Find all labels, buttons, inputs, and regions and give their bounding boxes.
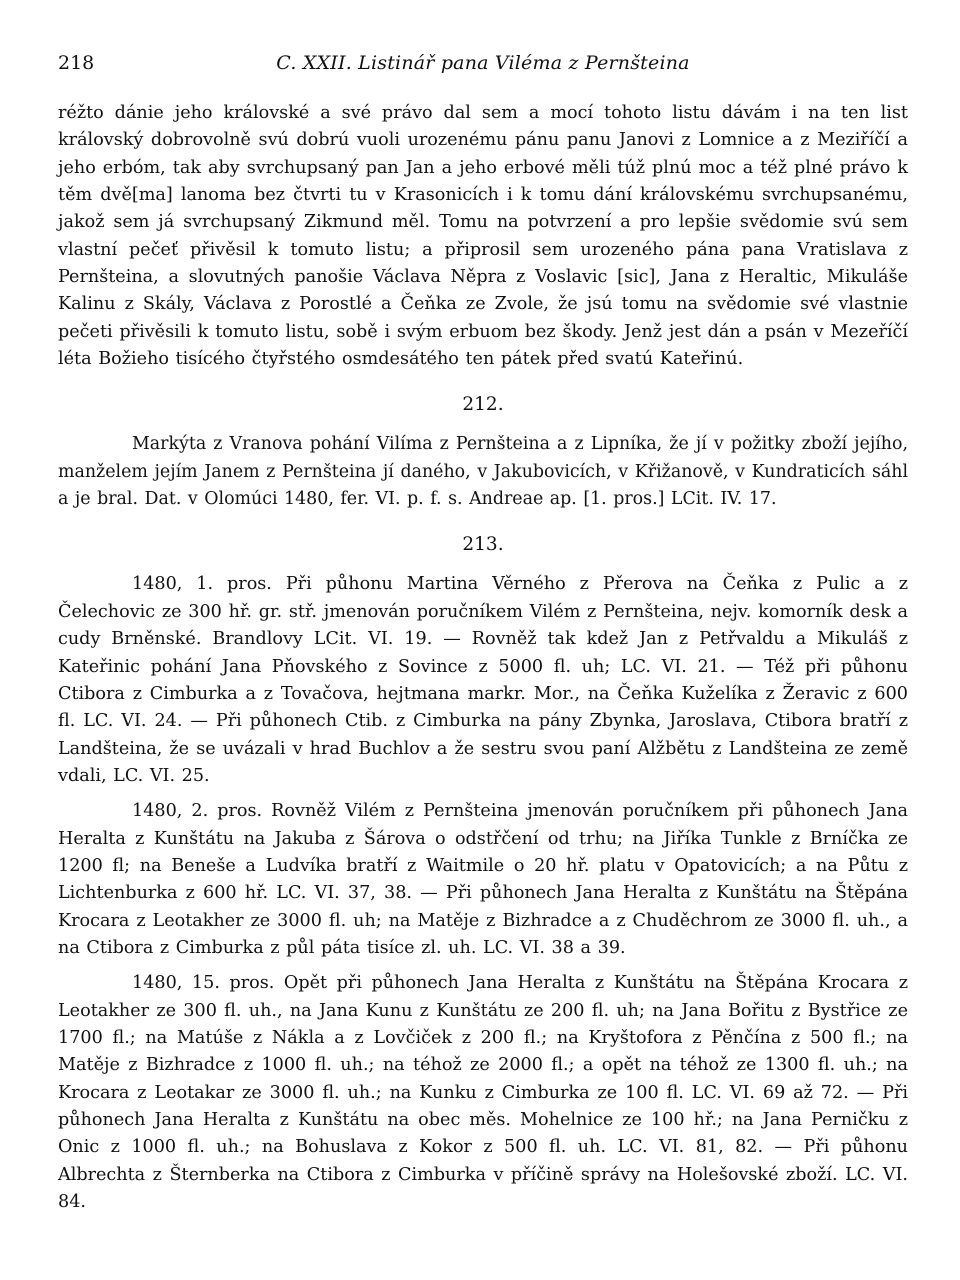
document-number-213: 213.	[462, 534, 504, 556]
document-213-entry: 1480, 15. pros. Opět při půhonech Jana Heralta z Kunštátu na Štěpána Krocara z Leotakher ze 300 fl. uh., na Jana Kunu z Kunštátu ze 200 fl. uh; na Jana Bořitu z Bystřice ze 1700 fl.; na Matúše z Nákla a z Lovčiček z 200 fl.; na Kryštofora z Pěnčína z 500 fl.; na Matěje z Bizhradce z 1000 fl. uh.; na téhož ze 2000 fl.; a opět na téhož ze 1300 fl. uh.; na Krocara z Leotakar ze 3000 fl. uh.; na Kunku z Cimburka ze 100 fl. LC. VI. 69 až 72. — Při půhonech Jana Heralta z Kunštátu na obec měs. Mohelnice ze 100 hř.; na Jana Perničku z Onic z 1000 fl. uh.; na Bohuslava z Kokor z 500 fl. uh. LC. VI. 81, 82. — Při půhonu Albrechta z Šternberka na Ctibora z Cimburka v příčině správy na Holešovské zboží. LC. VI. 84.	[58, 973, 908, 1213]
document-212-regest: Markýta z Vranova pohání Vilíma z Pernšteina a z Lipníka, že jí v požitky zboží jejího, manželem jejím Janem z Pernšteina jí daného, v Jakubovicích, v Křižanově, v Kundraticích sáhl a je bral. Dat. v Olomúci 1480, fer. VI. p. f. s. Andreae ap. [1. pros.] LCit. IV. 17.	[58, 434, 908, 510]
document-212	[58, 431, 908, 513]
continuation-paragraph: réžto dánie jeho královské a své právo dal sem a mocí tohoto listu dávám i na ten list královský dobrovolně svú dobrú vuoli urozenému pánu panu Janovi z Lomnice a z Meziříčí a jeho erbóm, tak aby svrchupsaný pan Jan a jeho erbové měli túž plnú moc a též plné právo k těm dvě[ma] lanoma bez čtvrti tu v Krasonicích i k tomu dání královskému svrchupsanému, jakož sem já svrchupsaný Zikmund měl. Tomu na potvrzení a pro lepšie svědomie svú sem vlastní pečeť přivěsil k tomuto listu; a připrosil sem urozeného pána pana Vratislava z Pernšteina, a slovutných panošie Václava Něpra z Voslavic [sic], Jana z Heraltic, Mikuláše Kalinu z Skály, Václava z Porostlé a Čeňka ze Zvole, že jsú tomu na svědomie své vlastnie pečeti přivěsili k tomuto listu, sobě i svým erbuom bez škody. Jenž jest dán a psán v Mezeříčí léta Božieho tisícého čtyřstého osmdesátého ten pátek před svatú Kateřinú.	[58, 103, 908, 370]
document-213-entry: 1480, 2. pros. Rovněž Vilém z Pernšteina jmenován poručníkem při půhonech Jana Heralta z Kunštátu na Jakuba z Šárova o odstřčení od trhu; na Jiříka Tunkle z Brníčka ze 1200 fl; na Beneše a Ludvíka bratří z Waitmile o 20 hř. platu v Opatovicích; a na Půtu z Lichtenburka z 600 hř. LC. VI. 37, 38. — Při půhonech Jana Heralta z Kunštátu na Štěpána Krocara z Leotakher ze 3000 fl. uh; na Matěje z Bizhradce a z Chuděchrom ze 3000 fl. uh., a na Ctibora z Cimburka z půl páta tisíce zl. uh. LC. VI. 38 a 39.	[58, 801, 908, 958]
document-213-entry: 1480, 1. pros. Při půhonu Martina Věrného z Přerova na Čeňka z Pulic a z Čelechovic ze 300 hř. gr. stř. jmenován poručníkem Vilém z Pernšteina, nejv. komorník desk a cudy Brněnské. Brandlovy LCit. VI. 19. — Rovněž tak kdež Jan z Petřvaldu a Mikuláš z Kateřinic pohání Jana Pňovského z Sovince z 5000 fl. uh; LC. VI. 21. — Též při půhonu Ctibora z Cimburka a z Tovačova, hejtmana markr. Mor., na Čeňka Kuželíka z Žeravic z 600 fl. LC. VI. 24. — Při půhonech Ctib. z Cimburka na pány Zbynka, Jaroslava, Ctibora bratří z Landšteina, že se uvázali v hrad Buchlov a že sestru svou paní Alžbětu z Landšteina ze země vdali, LC. VI. 25.	[58, 574, 908, 786]
document-page	[58, 48, 908, 1216]
page-number: 218	[58, 52, 95, 74]
document-body	[58, 100, 908, 1216]
document-number-212: 212.	[462, 394, 504, 416]
running-title: C. XXII. Listinář pana Viléma z Pernšteina	[276, 52, 690, 74]
page-header	[58, 48, 908, 78]
document-213	[58, 571, 908, 1216]
